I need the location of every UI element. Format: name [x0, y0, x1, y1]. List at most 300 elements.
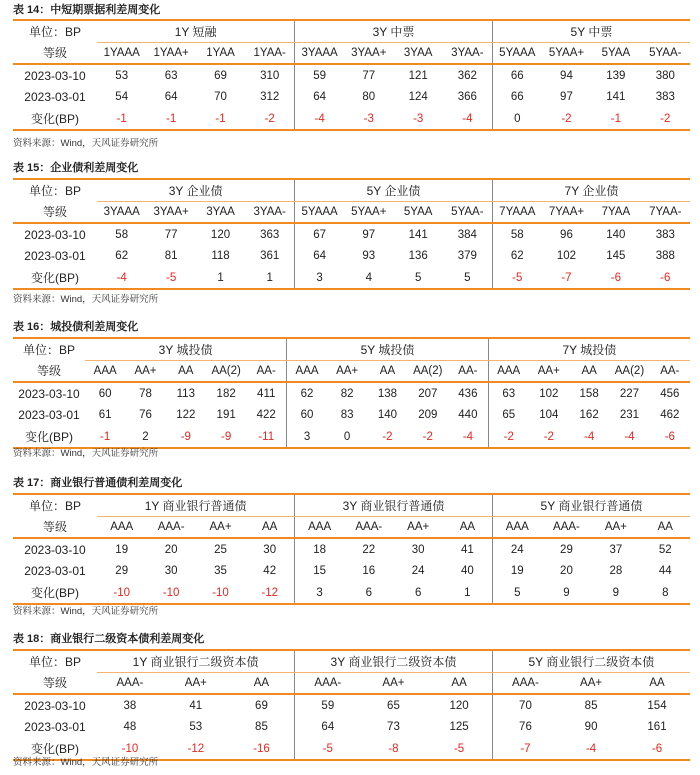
table-cell: -2	[488, 426, 528, 448]
group-header: 7Y 城投债	[488, 338, 690, 360]
table-cell: 70	[214, 91, 227, 103]
table-cell: 310	[260, 69, 280, 82]
table-cell: 77	[164, 228, 178, 241]
table-cell: 8	[641, 582, 690, 604]
table-cell: 436	[458, 387, 478, 400]
table-cell: 48	[123, 721, 137, 733]
table-cell: -1	[146, 108, 195, 130]
table-cell: 312	[260, 91, 280, 103]
column-header: 5YAA	[393, 201, 442, 223]
table-cell: 29	[560, 543, 573, 556]
table-cell: 3	[287, 426, 327, 448]
table-cell: -7	[492, 738, 558, 760]
column-header: 7YAA+	[542, 201, 591, 223]
table-cell: -2	[542, 108, 591, 130]
table-row	[13, 382, 690, 404]
table-row	[13, 64, 690, 86]
table-row	[13, 404, 690, 426]
table-cell: 5	[492, 582, 541, 604]
row-label: 2023-03-01	[24, 720, 86, 734]
table-cell: 66	[492, 64, 541, 86]
column-header: AAA-	[295, 672, 361, 694]
unit-label: 单位：BP	[13, 179, 97, 201]
column-header: 1YAA+	[146, 42, 195, 64]
group-header: 5Y 中票	[492, 20, 690, 42]
column-header: AAA	[295, 516, 344, 538]
table-cell: 64	[295, 245, 344, 267]
table-cell: 384	[457, 228, 477, 241]
table-cell: 411	[257, 387, 276, 400]
table-caption: 表 17：商业银行普通债利差周变化	[13, 477, 183, 489]
group-header: 7Y 企业债	[492, 179, 690, 201]
row-label: 2023-03-10	[24, 68, 86, 83]
table-cell: -1	[591, 108, 640, 130]
table-cell: 69	[255, 699, 268, 712]
table-cell: 383	[655, 91, 675, 103]
grade-label: 等级	[13, 672, 97, 694]
table-cell: 182	[216, 387, 236, 400]
table-cell: 141	[408, 228, 428, 241]
table-cell: 62	[492, 245, 541, 267]
table-cell: -1	[97, 108, 146, 130]
table-caption: 表 16：城投债利差周变化	[13, 321, 139, 333]
table-cell: 52	[658, 543, 672, 556]
table-cell: -10	[97, 738, 163, 760]
table-cell: 42	[263, 565, 277, 577]
table-cell: 83	[340, 409, 354, 421]
column-header: AAA-	[542, 516, 591, 538]
row-label: 变化(BP)	[13, 267, 97, 289]
table-cell: 77	[362, 69, 376, 82]
table-cell: -4	[569, 426, 609, 448]
group-header: 3Y 城投债	[85, 338, 287, 360]
table-cell: 9	[591, 582, 640, 604]
table-cell: 102	[539, 387, 559, 400]
table-cell: 61	[98, 409, 112, 421]
table-cell: 58	[115, 228, 129, 241]
table-cell: 380	[655, 69, 675, 82]
table-cell: 4	[344, 267, 393, 289]
table-cell: -2	[641, 108, 690, 130]
group-header: 3Y 企业债	[97, 179, 295, 201]
table-cell: 138	[377, 387, 398, 400]
table-cell: 231	[619, 409, 640, 421]
table-cell: 44	[658, 565, 672, 577]
column-header: 3YAA+	[344, 42, 393, 64]
table-cell: 1	[196, 267, 245, 289]
table-cell: 63	[488, 382, 528, 404]
column-header: 7YAA	[591, 201, 640, 223]
table-cell: 90	[584, 721, 598, 733]
table-cell: -11	[246, 426, 286, 448]
table-cell: 20	[164, 543, 178, 556]
column-header: AA	[624, 672, 690, 694]
table-cell: 6	[344, 582, 393, 604]
table-cell: -5	[492, 267, 541, 289]
group-header: 3Y 商业银行普通债	[295, 494, 493, 516]
column-header: AA+	[591, 516, 640, 538]
row-label: 变化(BP)	[13, 108, 97, 130]
table-cell: 158	[579, 387, 599, 400]
column-header: AA+	[327, 360, 367, 382]
column-header: 1YAAA	[97, 42, 146, 64]
group-header: 1Y 短融	[97, 20, 295, 42]
table-cell: 122	[176, 409, 196, 421]
table-cell: -9	[166, 426, 206, 448]
column-header: AA	[426, 672, 492, 694]
table-cell: 67	[295, 223, 344, 245]
table-cell: 120	[210, 228, 231, 241]
column-header: 5YAA+	[344, 201, 393, 223]
spread-table	[13, 649, 690, 761]
source-note: 资料来源：Wind，天风证券研究所	[13, 606, 159, 617]
column-header: AA	[641, 516, 690, 538]
table-row	[13, 267, 690, 289]
table-row	[13, 245, 690, 267]
group-header: 5Y 商业银行二级资本债	[492, 650, 690, 672]
table-cell: 1	[443, 582, 492, 604]
row-label: 2023-03-10	[24, 698, 86, 713]
table-cell: -7	[542, 267, 591, 289]
column-header-row	[13, 672, 690, 694]
table-row	[13, 86, 690, 108]
table-cell: 35	[214, 565, 227, 577]
table-cell: -10	[97, 582, 146, 604]
group-header: 3Y 中票	[295, 20, 493, 42]
table-cell: 140	[606, 228, 626, 241]
table-cell: 41	[460, 543, 474, 556]
table-cell: -2	[245, 108, 294, 130]
table-cell: 53	[189, 721, 203, 733]
table-cell: 65	[387, 699, 400, 712]
table-cell: 19	[115, 543, 129, 556]
table-cell: 6	[393, 582, 442, 604]
spread-table	[13, 178, 690, 290]
column-header: 3YAA	[393, 42, 442, 64]
table-caption: 表 14：中短期票据利差周变化	[13, 4, 161, 16]
column-header: AA+	[529, 360, 569, 382]
table-cell: 93	[362, 250, 376, 262]
table-cell: 65	[488, 404, 528, 426]
column-header: AA(2)	[408, 360, 448, 382]
table-cell: 28	[609, 565, 623, 577]
table-cell: 207	[418, 387, 438, 400]
column-header: 5YAA	[591, 42, 640, 64]
table-cell: 141	[606, 91, 626, 103]
table-cell: -3	[393, 108, 442, 130]
table-cell: 66	[492, 86, 541, 108]
table-cell: 97	[560, 91, 573, 103]
table-cell: 38	[123, 699, 137, 712]
table-cell: -4	[448, 426, 488, 448]
column-header: AAA	[97, 516, 146, 538]
column-header: 7YAA-	[641, 201, 690, 223]
column-header: 7YAAA	[492, 201, 541, 223]
row-label: 变化(BP)	[13, 582, 97, 604]
table-cell: 227	[619, 387, 640, 400]
column-header: 5YAA+	[542, 42, 591, 64]
column-header: AA-	[448, 360, 488, 382]
table-cell: -4	[443, 108, 492, 130]
column-header: 5YAA-	[443, 201, 492, 223]
table-cell: 154	[647, 699, 667, 712]
group-header-row	[13, 20, 690, 42]
column-header-row	[13, 42, 690, 64]
grade-label: 等级	[13, 42, 97, 64]
column-header: 5YAAA	[295, 201, 344, 223]
table-cell: -6	[591, 267, 640, 289]
table-cell: 145	[606, 250, 626, 262]
table-cell: 37	[609, 543, 623, 556]
table-cell: 462	[660, 409, 680, 421]
table-cell: 76	[492, 716, 558, 738]
group-header: 1Y 商业银行普通债	[97, 494, 295, 516]
grade-label: 等级	[13, 360, 85, 382]
table-cell: 2	[125, 426, 165, 448]
table-cell: 97	[362, 228, 376, 241]
table-cell: -10	[146, 582, 195, 604]
column-header: 5YAA-	[641, 42, 690, 64]
column-header: AA+	[361, 672, 427, 694]
column-header: AA	[229, 672, 295, 694]
table-cell: 76	[139, 409, 152, 421]
table-cell: -2	[408, 426, 448, 448]
table-row	[13, 716, 690, 738]
table-cell: 3	[295, 267, 344, 289]
table-cell: 82	[340, 387, 354, 400]
table-cell: -1	[196, 108, 245, 130]
group-header: 5Y 商业银行普通债	[492, 494, 690, 516]
column-header: AA	[367, 360, 407, 382]
spread-table	[13, 493, 690, 605]
column-header: 5YAAA	[492, 42, 541, 64]
table-cell: 113	[176, 387, 195, 400]
table-cell: 20	[560, 565, 573, 577]
group-header-row	[13, 338, 690, 360]
table-cell: 0	[327, 426, 367, 448]
column-header: AAA	[492, 516, 541, 538]
column-header: AAA-	[344, 516, 393, 538]
column-header: AA+	[558, 672, 624, 694]
row-label: 变化(BP)	[13, 738, 97, 760]
column-header: AA(2)	[206, 360, 246, 382]
table-cell: 59	[295, 64, 344, 86]
table-cell: 102	[556, 250, 577, 262]
table-cell: 363	[260, 228, 280, 241]
table-cell: -1	[85, 426, 125, 448]
table-cell: 191	[216, 409, 236, 421]
table-cell: 58	[492, 223, 541, 245]
column-header: AA	[569, 360, 609, 382]
column-header: AAA	[488, 360, 528, 382]
row-label: 2023-03-01	[24, 564, 86, 578]
table-cell: 69	[214, 69, 227, 82]
table-cell: -10	[196, 582, 245, 604]
column-header: AA-	[650, 360, 690, 382]
table-cell: 29	[115, 565, 129, 577]
column-header: AA	[245, 516, 294, 538]
table-cell: -9	[206, 426, 246, 448]
column-header: AA+	[393, 516, 442, 538]
table-cell: 73	[387, 721, 400, 733]
unit-label: 单位：BP	[13, 20, 97, 42]
group-header: 3Y 商业银行二级资本债	[295, 650, 493, 672]
column-header: 3YAA	[196, 201, 245, 223]
row-label: 2023-03-10	[24, 542, 86, 557]
column-header: 1YAA	[196, 42, 245, 64]
column-header: AA-	[246, 360, 286, 382]
row-label: 2023-03-01	[18, 408, 80, 422]
column-header: AAA	[85, 360, 125, 382]
table-cell: 140	[377, 409, 398, 421]
column-header: AA+	[196, 516, 245, 538]
table-cell: 120	[449, 699, 469, 712]
table-cell: 25	[214, 543, 227, 556]
table-cell: 60	[287, 404, 327, 426]
row-label: 2023-03-01	[24, 249, 86, 263]
row-label: 2023-03-10	[18, 386, 80, 401]
table-cell: 161	[647, 721, 667, 733]
table-cell: -4	[609, 426, 649, 448]
table-cell: -12	[163, 738, 229, 760]
group-header-row	[13, 650, 690, 672]
table-cell: 15	[295, 560, 344, 582]
grade-label: 等级	[13, 201, 97, 223]
column-header-row	[13, 360, 690, 382]
table-cell: 41	[189, 699, 203, 712]
table-cell: 62	[115, 250, 129, 262]
table-cell: 139	[606, 69, 626, 82]
table-row	[13, 223, 690, 245]
table-cell: -16	[229, 738, 295, 760]
column-header: AAA	[287, 360, 327, 382]
group-header: 5Y 城投债	[287, 338, 489, 360]
table-cell: 124	[408, 91, 428, 103]
table-cell: 118	[211, 250, 230, 262]
table-cell: 361	[260, 250, 280, 262]
table-cell: 64	[295, 86, 344, 108]
column-header: 1YAA-	[245, 42, 294, 64]
table-cell: 5	[443, 267, 492, 289]
table-cell: 24	[492, 538, 541, 560]
table-row	[13, 108, 690, 130]
table-cell: 422	[256, 409, 276, 421]
table-cell: 125	[449, 721, 469, 733]
table-cell: 121	[408, 69, 428, 82]
unit-label: 单位：BP	[13, 338, 85, 360]
table-cell: 162	[579, 409, 599, 421]
row-label: 2023-03-10	[24, 227, 86, 242]
table-cell: 456	[660, 387, 680, 400]
source-note: 资料来源：Wind，天风证券研究所	[13, 757, 159, 768]
table-cell: 388	[655, 250, 675, 262]
group-header-row	[13, 494, 690, 516]
grade-label: 等级	[13, 516, 97, 538]
table-cell: 64	[164, 91, 178, 103]
table-cell: 62	[287, 382, 327, 404]
spread-table	[13, 19, 690, 131]
table-row	[13, 694, 690, 716]
column-header: 3YAAA	[97, 201, 146, 223]
column-header: AA	[166, 360, 206, 382]
unit-label: 单位：BP	[13, 494, 97, 516]
table-cell: -4	[558, 738, 624, 760]
table-cell: 104	[539, 409, 559, 421]
table-row	[13, 560, 690, 582]
table-cell: 63	[164, 69, 178, 82]
table-cell: 3	[295, 582, 344, 604]
column-header: AAA-	[146, 516, 195, 538]
table-cell: 53	[115, 69, 129, 82]
table-cell: 78	[139, 387, 152, 400]
table-cell: 24	[411, 565, 425, 577]
table-row	[13, 538, 690, 560]
row-label: 变化(BP)	[13, 426, 85, 448]
table-cell: 85	[255, 721, 268, 733]
column-header: AA+	[163, 672, 229, 694]
column-header: AA+	[125, 360, 165, 382]
group-header-row	[13, 179, 690, 201]
column-header-row	[13, 516, 690, 538]
source-note: 资料来源：Wind，天风证券研究所	[13, 138, 159, 149]
column-header: AA(2)	[609, 360, 649, 382]
table-cell: 54	[115, 91, 129, 103]
table-cell: 94	[560, 69, 573, 82]
table-cell: 85	[584, 699, 598, 712]
table-cell: 136	[408, 250, 428, 262]
table-cell: -5	[426, 738, 492, 760]
row-label: 2023-03-01	[24, 90, 86, 104]
spread-table	[13, 337, 690, 449]
table-cell: 16	[362, 565, 376, 577]
unit-label: 单位：BP	[13, 650, 97, 672]
column-header: AAA-	[97, 672, 163, 694]
table-cell: 30	[263, 543, 277, 556]
table-cell: 1	[245, 267, 294, 289]
table-cell: 440	[458, 409, 478, 421]
table-cell: 30	[411, 543, 425, 556]
table-cell: -4	[97, 267, 146, 289]
table-cell: 0	[492, 108, 541, 130]
table-cell: -6	[650, 426, 690, 448]
source-note: 资料来源：Wind，天风证券研究所	[13, 294, 159, 305]
table-cell: 383	[655, 228, 675, 241]
table-cell: 59	[295, 694, 361, 716]
table-cell: -2	[529, 426, 569, 448]
source-note: 资料来源：Wind，天风证券研究所	[13, 448, 159, 459]
table-cell: -3	[344, 108, 393, 130]
table-cell: -12	[245, 582, 294, 604]
table-cell: -8	[361, 738, 427, 760]
table-row	[13, 582, 690, 604]
table-cell: 81	[164, 250, 178, 262]
table-cell: 70	[492, 694, 558, 716]
table-cell: 18	[295, 538, 344, 560]
table-cell: -5	[146, 267, 195, 289]
table-cell: 209	[418, 409, 438, 421]
column-header: 3YAA+	[146, 201, 195, 223]
column-header-row	[13, 201, 690, 223]
table-cell: 22	[362, 543, 376, 556]
column-header: 3YAA-	[245, 201, 294, 223]
table-cell: 9	[542, 582, 591, 604]
table-cell: 379	[457, 250, 477, 262]
table-cell: 366	[457, 91, 477, 103]
table-cell: 60	[98, 387, 112, 400]
table-cell: 5	[393, 267, 442, 289]
table-cell: -6	[624, 738, 690, 760]
table-cell: 64	[295, 716, 361, 738]
